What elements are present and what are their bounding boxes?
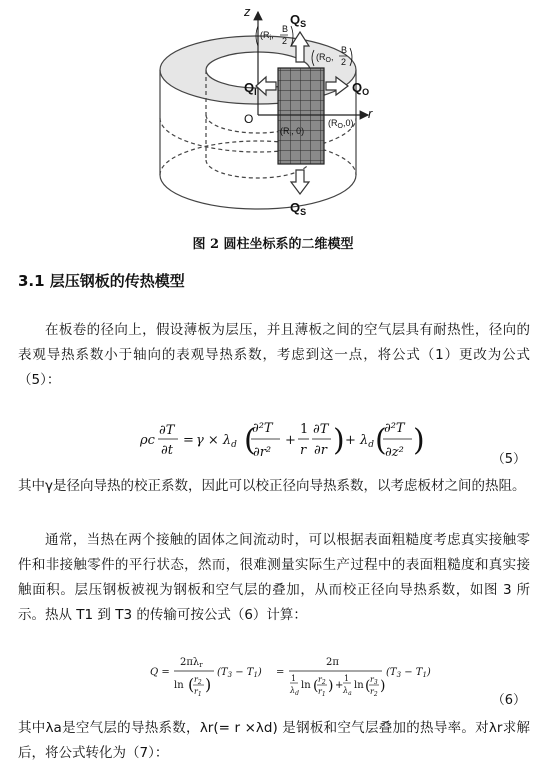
cylinder-figure [0, 0, 546, 230]
svg-text:(: ( [244, 423, 256, 458]
section-heading: 3.1 层压钢板的传热模型 [18, 272, 185, 290]
svg-text:=: = [276, 667, 285, 678]
svg-text:+: + [285, 433, 296, 448]
qi-label: $Q_I$ [244, 80, 257, 97]
paragraph-3: 通常，当热在两个接触的固体之间流动时，可以根据表面粗糙度考虑真实接触零件和非接触零件的平行状态，然而，很难测量实际生产过程中的表面粗糙度和真实接触面积。层压钢板被视为钢板和空气层的叠加，从而校正径向导热系数，如图 3 所示。热从 T1 到 T3 的传输可按公式（6）计算： [18, 532, 530, 623]
svg-text:r2: $r_2$ [370, 687, 378, 698]
coord-ro-0: $(R_O,0)$ [328, 118, 354, 130]
svg-text:(: ( [313, 678, 319, 694]
svg-text:ln: ln [174, 680, 184, 691]
svg-text:): ) [380, 678, 386, 694]
figure-caption: 图 2 圆柱坐标系的二维模型 [192, 237, 354, 252]
svg-text:∂r: ∂r [314, 443, 327, 458]
paragraph-1: 在板卷的径向上，假设薄板为层压，并且薄板之间的空气层具有耐热性，径向的表观导热系数小于轴向的表观导热系数，考虑到这一点，将公式（1）更改为公式（5）： [18, 322, 530, 388]
svg-text:1: 1 [291, 674, 297, 683]
svg-text:): ) [333, 423, 345, 458]
paragraph-2: 其中γ是径向导热的校正系数，因此可以校正径向导热系数，以考虑板材之间的热阻。 [18, 478, 526, 494]
coord-ri-0: ($R_i$, 0) [280, 126, 305, 138]
svg-text:ln: ln [301, 680, 311, 691]
svg-text:(T3 − T1): $(T_3 - T_1)$ [386, 667, 431, 679]
svg-text:Q =: Q = [150, 667, 170, 678]
svg-text:r3: $r_3$ [370, 675, 378, 686]
paragraph-4: 其中λa是空气层的导热系数，λr(= r ×λd) 是钢板和空气层叠加的热导率。对λr求解后，将公式转化为（7）： [18, 720, 530, 761]
svg-text:(: ( [365, 678, 371, 694]
svg-text:r2: $r_2$ [318, 675, 326, 686]
svg-text:2πλr: $2\pi\lambda_r$ [180, 657, 203, 669]
svg-text:r1: $r_1$ [194, 687, 202, 698]
svg-text:(Ri,: ($R_i$, [260, 30, 274, 42]
svg-text:(RO,: ($R_O$, [316, 52, 334, 64]
r-axis-label: r [368, 106, 373, 121]
equation-6 [0, 648, 546, 704]
equation-6-number: （6） [491, 693, 526, 708]
svg-text:B: B [341, 45, 348, 55]
svg-text:=: = [183, 433, 194, 448]
z-axis-label: z [244, 4, 251, 19]
svg-text:∂²T: ∂²T [384, 421, 405, 436]
svg-text:+: + [335, 680, 344, 691]
equation-5-number: （5） [491, 452, 526, 467]
svg-text:ln: ln [354, 680, 364, 691]
svg-text:(: ( [375, 423, 387, 458]
svg-text:γ × λd: $\gamma \times \lambda_d$ [196, 433, 237, 450]
svg-text:λa: $\lambda_a$ [343, 686, 352, 697]
svg-text:B: B [282, 24, 289, 34]
equation-5 [0, 410, 546, 470]
svg-text:r1: $r_1$ [318, 687, 326, 698]
svg-text:∂T: ∂T [159, 423, 175, 438]
svg-text:2: 2 [282, 36, 288, 46]
svg-text:): ) [205, 675, 212, 694]
svg-text:): ) [328, 678, 334, 694]
svg-text:r: r [300, 443, 307, 458]
svg-text:1: 1 [300, 422, 309, 437]
qo-label: $Q_O$ [352, 80, 370, 97]
svg-text:r2: $r_2$ [194, 675, 202, 686]
qs-top-label: $Q_S$ [290, 12, 307, 29]
svg-text:2: 2 [341, 57, 347, 67]
svg-text:(: ( [188, 675, 195, 694]
qs-bottom-label: $Q_S$ [290, 200, 307, 217]
svg-text:λd: $\lambda_d$ [290, 686, 299, 697]
svg-text:∂z²: ∂z² [385, 445, 404, 460]
svg-text:1: 1 [344, 674, 350, 683]
svg-text:): ) [413, 423, 425, 458]
svg-text:∂T: ∂T [313, 422, 329, 437]
svg-text:∂r²: ∂r² [253, 445, 272, 460]
svg-text:2π: 2π [326, 657, 339, 668]
svg-text:∂t: ∂t [161, 443, 173, 458]
origin-label: O [244, 112, 254, 126]
svg-text:+ λd: + $\lambda_d$ [345, 433, 375, 450]
svg-text:∂²T: ∂²T [252, 421, 273, 436]
mesh-section [278, 68, 324, 164]
svg-text:(T3 − T1): $(T_3 - T_1)$ [217, 667, 262, 679]
svg-text:ρc: ρc [140, 433, 155, 448]
